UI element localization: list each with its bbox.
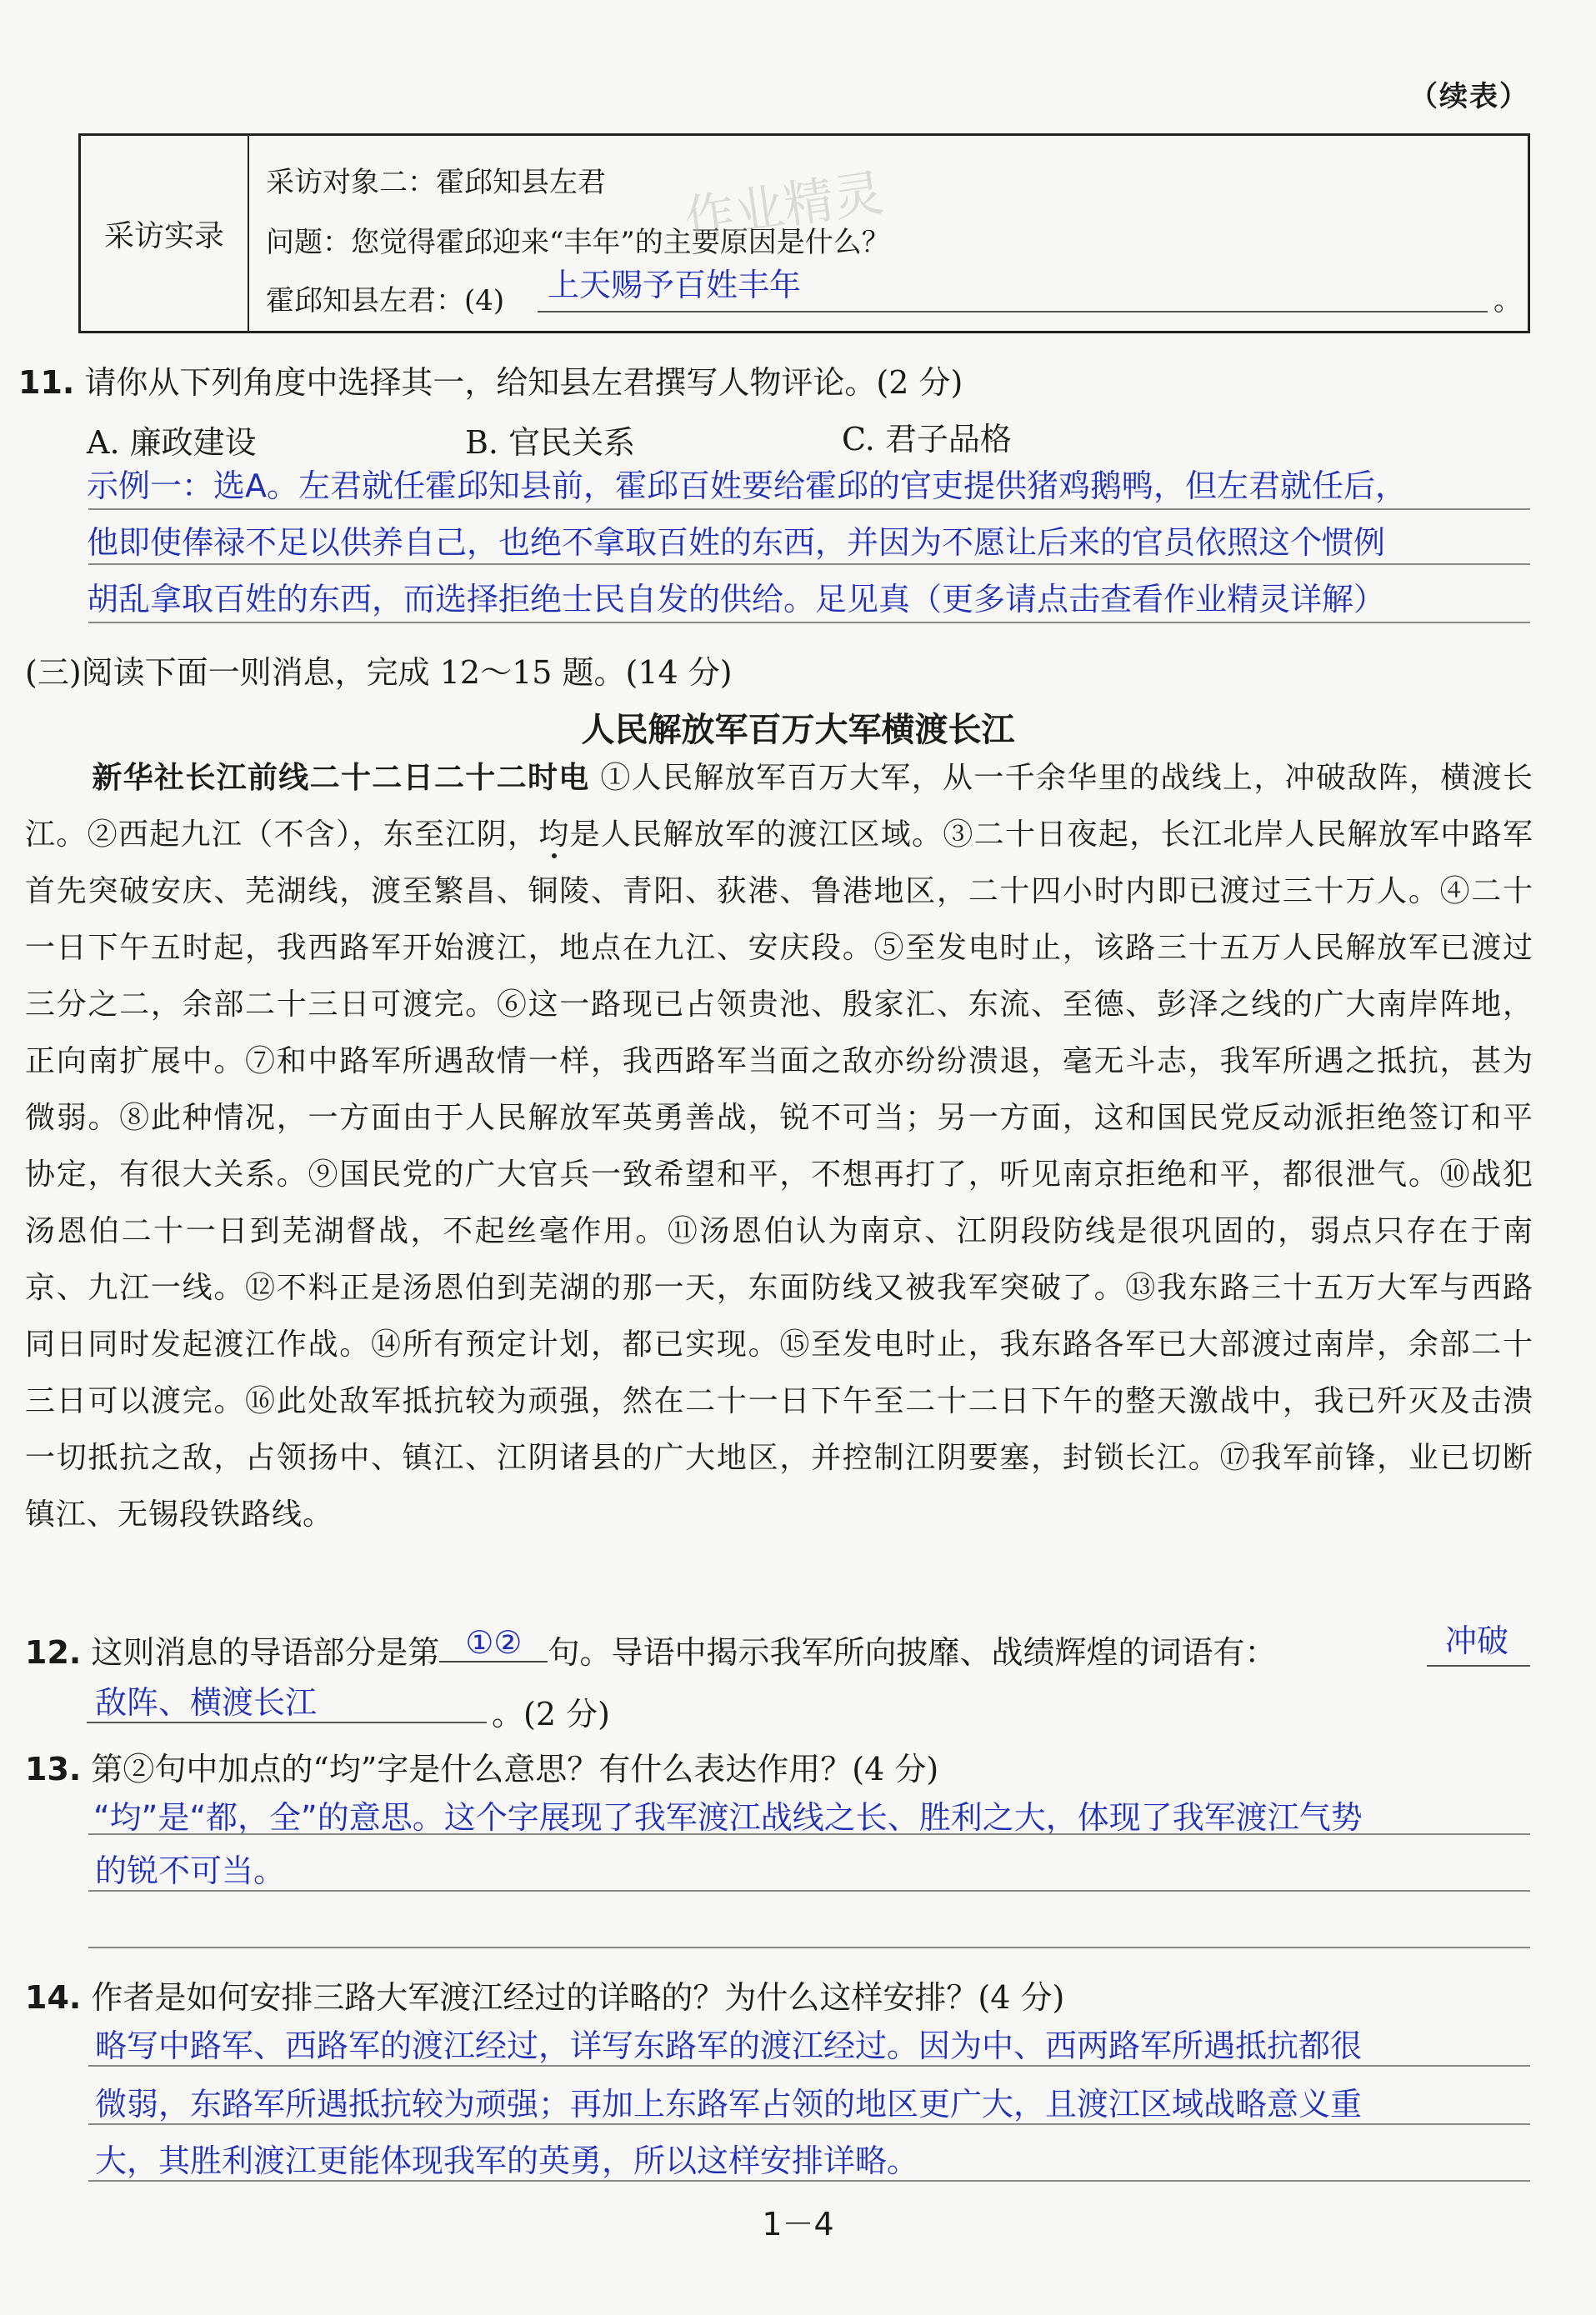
- answer-part-b: 敌阵、横渡长江: [95, 1684, 318, 1721]
- question-number: 14.: [25, 1979, 82, 2016]
- watermark: 作业精灵: [680, 163, 888, 250]
- article-title: 人民解放军百万大军横渡长江: [581, 711, 1015, 749]
- blank-answer: ①②: [439, 1624, 548, 1662]
- answer-line-1: 略写中路军、西路军的渡江经过，详写东路军的渡江经过。因为中、西两路军所遇抵抗都很: [95, 2028, 1363, 2064]
- question-text-1: 这则消息的导语部分是第: [91, 1634, 440, 1671]
- question-text-2: 句。导语中揭示我军所向披靡、战绩辉煌的词语有：: [548, 1634, 1277, 1671]
- option-c: C. 君子品格: [842, 421, 1012, 458]
- answer-line: [87, 1722, 487, 1723]
- answer-line-2: 的锐不可当。: [95, 1852, 286, 1889]
- answer-line-1: 示例一：选A。左君就任霍邱知县前，霍邱百姓要给霍邱的官吏提供猪鸡鹅鸭，但左君就任后，: [87, 468, 1407, 504]
- dotted-char: 均: [538, 818, 570, 852]
- answer-line-2: 他即使俸禄不足以供养自己，也绝不拿取百姓的东西，并因为不愿让后来的官员依照这个惯例: [87, 524, 1386, 561]
- rule: [88, 2123, 1530, 2125]
- continued-label: （续表）: [1409, 80, 1529, 113]
- table-row-answer-prefix: 霍邱知县左君：(4): [266, 284, 505, 318]
- rule: [88, 1833, 1530, 1835]
- question-12: [25, 1624, 1277, 1672]
- table-label: 采访实录: [81, 136, 249, 331]
- article-part-2: 是人民解放军的渡江区域。③二十日夜起，长江北岸人民解放军中路军首先突破安庆、芜湖线，渡至繁昌、铜陵、青阳、荻港、鲁港地区，二十四小时内即已渡过三十万人。④二十一日下午五时起，我西路军开始渡江，地点在九江、安庆段。⑤至发电时止，该路三十五万人民解放军已渡过三分之二，余部二十三日可渡完。⑥这一路现已占领贵池、殷家汇、东流、至德、彭泽之线的广大南岸阵地，正向南扩展中。⑦和中路军所遇敌情一样，我西路军当面之敌亦纷纷溃退，毫无斗志，我军所遇之抵抗，甚为微弱。⑧此种情况，一方面由于人民解放军英勇善战，锐不可当；另一方面，这和国民党反动派拒绝签订和平协定，有很大关系。⑨国民党的广大官兵一致希望和平，不想再打了，听见南京拒绝和平，都很泄气。⑩战犯汤恩伯二十一日到芜湖督战，不起丝毫作用。⑪汤恩伯认为南京、江阴段防线是很巩固的，弱点只存在于南京、九江一线。⑫不料正是汤恩伯到芜湖的那一天，东面防线又被我军突破了。⑬我东路三十五万大军与西路同日同时发起渡江作战。⑭所有预定计划，都已实现。⑮至发电时止，我东路各军已大部渡过南岸，余部二十三日可以渡完。⑯此处敌军抵抗较为顽强，然在二十一日下午至二十二日下午的整天激战中，我已歼灭及击溃一切抵抗之敌，占领扬中、镇江、江阴诸县的广大地区，并控制江阴要塞，封锁长江。⑰我军前锋，业已切断镇江、无锡段铁路线。: [25, 818, 1533, 1532]
- rule: [88, 1947, 1530, 1948]
- answer-line-1: “均”是“都，全”的意思。这个字展现了我军渡江战线之长、胜利之大，体现了我军渡江气势: [93, 1799, 1363, 1836]
- rule: [88, 2180, 1530, 2182]
- answer-line-2: 微弱，东路军所遇抵抗较为顽强；再加上东路军占领的地区更广大，且渡江区域战略意义重: [95, 2086, 1363, 2122]
- section-heading: (三)阅读下面一则消息，完成 12～15 题。(14 分): [25, 654, 733, 691]
- question-number: 12.: [25, 1634, 82, 1671]
- rule: [88, 508, 1530, 510]
- question-13: [25, 1743, 938, 1789]
- question-14: [25, 1972, 1064, 2018]
- question-text: 作者是如何安排三路大军渡江经过的详略的？为什么这样安排？(4 分): [91, 1979, 1065, 2016]
- answer-line-3: 大，其胜利渡江更能体现我军的英勇，所以这样安排详略。: [95, 2142, 919, 2179]
- handwritten-answer: 上天赐予百姓丰年: [548, 267, 802, 303]
- question-number: 13.: [25, 1751, 82, 1788]
- answer-line: [538, 311, 1488, 312]
- table-row-subject: 采访对象二：霍邱知县左君: [266, 166, 606, 199]
- dateline: 新华社长江前线二十二日二十二时电: [92, 761, 590, 795]
- rule: [88, 622, 1530, 623]
- article-part-1: ①人民解放军百万大军，从一千余华里的战线上，冲破敌阵，横渡长江。②西起九江（不含），东至江阴，: [25, 761, 1533, 852]
- question-number: 11.: [18, 364, 75, 401]
- question-12-tail: 。(2 分): [492, 1696, 610, 1732]
- option-a: A. 廉政建设: [87, 424, 257, 461]
- option-b: B. 官民关系: [465, 424, 636, 461]
- rule: [88, 2065, 1530, 2067]
- question-11: [18, 357, 963, 402]
- question-text: 请你从下列角度中选择其一，给知县左君撰写人物评论。(2 分): [84, 364, 963, 401]
- rule: [88, 1890, 1530, 1892]
- table-row-answer-suffix: 。: [1493, 284, 1522, 318]
- article-body: [25, 750, 1533, 1543]
- answer-line-3: 胡乱拿取百姓的东西，而选择拒绝士民自发的供给。足见真（更多请点击查看作业精灵详解）: [87, 581, 1386, 618]
- question-text: 第②句中加点的“均”字是什么意思？有什么表达作用？(4 分): [91, 1751, 939, 1788]
- answer-line: [1427, 1665, 1530, 1667]
- table-row-question: 问题：您觉得霍邱迎来“丰年”的主要原因是什么？: [266, 226, 890, 259]
- page-number: 1－4: [762, 2206, 834, 2242]
- answer-part-a: 冲破: [1445, 1622, 1509, 1659]
- rule: [88, 563, 1530, 565]
